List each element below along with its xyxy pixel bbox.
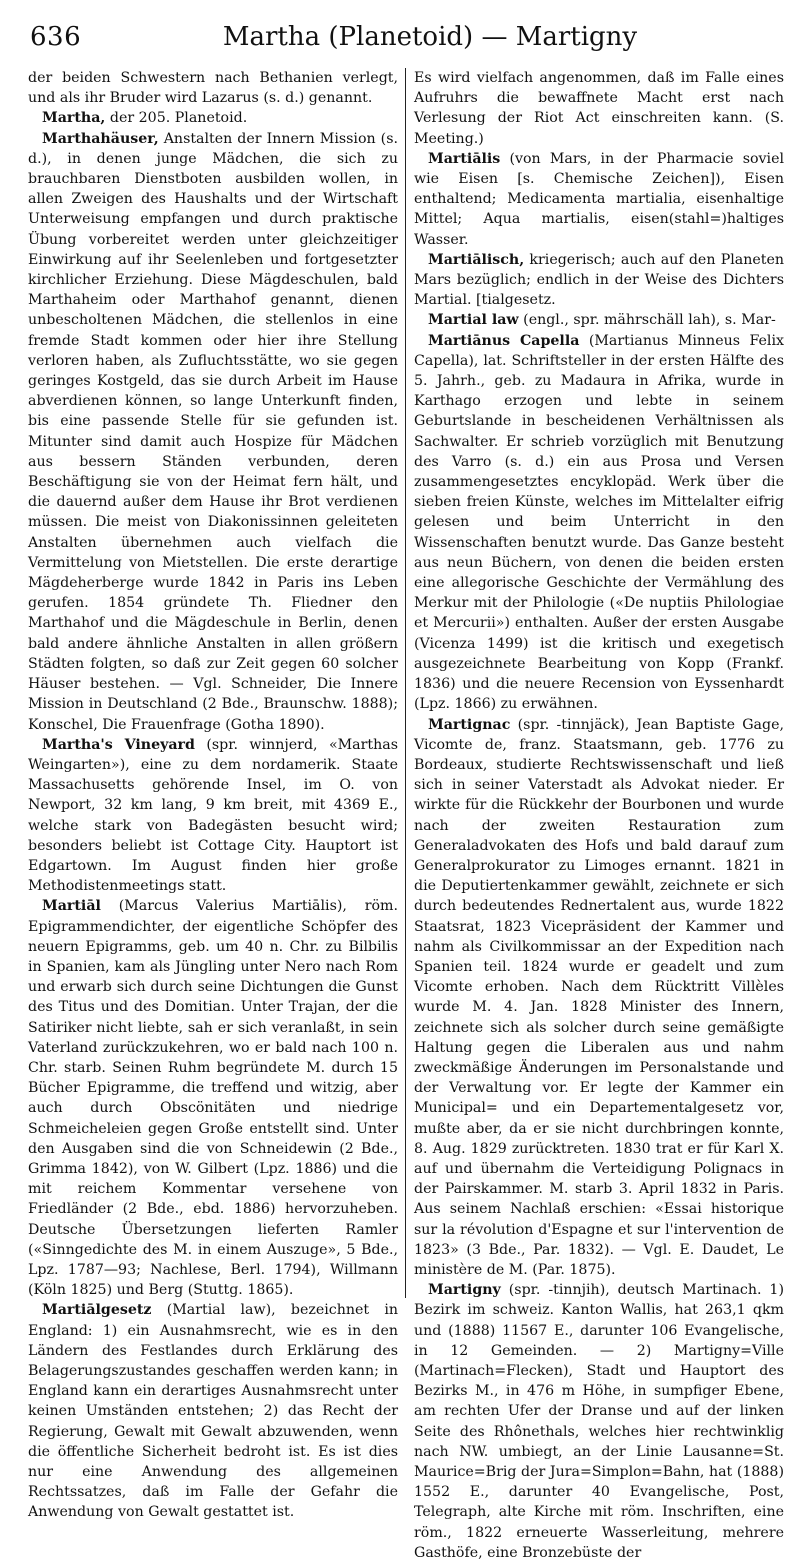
entry-text: (spr. -tinnjih), deutsch Martinach. 1) Bezirk im schweiz. Kanton Wallis, hat 263,1 qkm und (1888) 11567 E., darunter 106 Evangelische, in 12 Gemeinden. — 2) Martigny=Ville (Martinach=Flecken), Stadt und Hauptort des Bezirks M., in 476 m Höhe, in sumpfiger Ebene, am rechten Ufer der Dranse und auf der linken Seite des Rhônethals, welches hier rechtwinklig nach NW. umbiegt, an der Linie Lausanne=St. Maurice=Brig der Jura=Simplon=Bahn, hat (1888) 1552 E., darunter 40 Evangelische, Post, Telegraph, alte Kirche mit röm. Inschriften, eine röm., 1822 erneuerte Wasserleitung, mehrere Gasthöfe, eine Bronzebüste der	[414, 1282, 784, 1561]
entry-headword: Martiālisch,	[428, 251, 525, 268]
entry-text: (von Mars, in der Pharmacie soviel wie Eisen [s. Chemische Zeichen]), Eisen enthaltend; Medicamenta martialia, eisenhaltige Mittel; Aqua martialis, eisen(stahl=)haltiges Wasser.	[414, 150, 785, 248]
entry	[414, 1280, 784, 1563]
entry-headword: Martiānus Capella	[428, 332, 580, 349]
entry-text: Es wird vielfach angenommen, daß im Falle eines Aufruhrs die bewaffnete Macht erst nach Verlesung der Riot Act einschreiten kann. (S. Meeting.)	[414, 70, 784, 147]
entry-headword: Martignac	[428, 716, 511, 733]
entry	[414, 149, 784, 250]
entry-text: (spr. winnjerd, «Marthas Weingarten»), eine zu dem nordamerik. Staate Massachusetts gehörende Insel, im O. von Newport, 32 km lang, 9 km breit, mit 4369 E., welche stark von Badegästen besucht wird; besonders beliebt ist Cottage City. Hauptort ist Edgartown. Im August finden hier große Methodistenmeetings statt.	[28, 736, 398, 895]
entry-text: (spr. -tinnjäck), Jean Baptiste Gage, Vicomte de, franz. Staatsmann, geb. 1776 zu Bordeaux, studierte Rechtswissenschaft und ließ sich in seiner Vaterstadt als Advokat nieder. Er wirkte für die Rückkehr der Bourbonen und wurde nach der zweiten Restauration zum Generaladvokaten des Hofs und bald darauf zum Generalprokurator zu Limoges ernannt. 1821 in die Deputiertenkammer gewählt, zeichnete er sich durch bedeutendes Rednertalent aus, wurde 1822 Staatsrat, 1823 Vicepräsident der Kammer und nahm als Civilkommissar an der Expedition nach Spanien teil. 1824 wurde er geadelt und zum Vicomte erhoben. Nach dem Rücktritt Villèles wurde M. 4. Jan. 1828 Minister des Innern, zeichnete sich als solcher durch seine gemäßigte Haltung gegen die Liberalen aus und nahm zweckmäßige Änderungen im Personalstande und der Verwaltung vor. Er legte der Kammer ein Municipal= und ein Departementalgesetz vor, mußte aber, da er sie nicht durchbringen konnte, 8. Aug. 1829 zurücktreten. 1830 trat er für Karl X. auf und übernahm die Verteidigung Polignacs in der Pairskammer. M. starb 3. April 1832 in Paris. Aus seinem Nachlaß erschien: «Essai historique sur la révolution d'Espagne et sur l'intervention de 1823» (3 Bde., Par. 1832). — Vgl. E. Daudet, Le ministère de M. (Par. 1875).	[414, 716, 785, 1278]
entry	[28, 735, 398, 897]
right-column	[414, 68, 785, 1561]
entry-text: (Martianus Minneus Felix Capella), lat. Schriftsteller in der ersten Hälfte des 5. Jahrh., geb. zu Madaura in Afrika, wurde in Karthago erzogen und lebte in seinem Geburtslande in bescheidenen Verhältnissen als Sachwalter. Er schrieb vorzüglich mit Benutzung des Varro (s. d.) ein aus Prosa und Versen zusammengesetztes encyklopäd. Werk über die sieben freien Künste, welches im Mittelalter eifrig gelesen und beim Unterricht in den Wissenschaften benutzt wurde. Das Ganze besteht aus neun Büchern, von denen die beiden ersten eine allegorische Geschichte der Vermählung des Merkur mit der Philologie («De nuptiis Philologiae et Mercurii») enthalten. Außer der ersten Ausgabe (Vicenza 1499) ist die kritisch und exegetisch ausgezeichnete Bearbeitung von Kopp (Frankf. 1836) und die neuere Recension von Eyssenhardt (Lpz. 1866) zu erwähnen.	[414, 332, 784, 713]
entry-text: (Marcus Valerius Martiālis), röm. Epigrammendichter, der eigentliche Schöpfer des neuern Epigramms, geb. um 40 n. Chr. zu Bilbilis in Spanien, kam als Jüngling unter Nero nach Rom und erwarb sich durch seine Dichtungen die Gunst des Titus und des Domitian. Unter Trajan, der die Satiriker nicht liebte, sah er sich veranlaßt, in sein Vaterland zurückzukehren, wo er bald nach 100 n. Chr. starb. Seinen Ruhm begründete M. durch 15 Bücher Epigramme, die treffend und witzig, aber auch durch Obscönitäten und niedrige Schmeicheleien gegen Große entstellt sind. Unter den Ausgaben sind die von Schneidewin (2 Bde., Grimma 1842), von W. Gilbert (Lpz. 1886) und die mit reichem Kommentar versehene von Friedländer (2 Bde., ebd. 1886) hervorzuheben. Deutsche Übersetzungen lieferten Ramler («Sinngedichte des M. in einem Auszuge», 5 Bde., Lpz. 1787—93; Nachlese, Berl. 1794), Willmann (Köln 1825) und Berg (Stuttg. 1865).	[28, 898, 399, 1299]
entry-headword: Martiāl	[42, 898, 101, 915]
entry-headword: Martha,	[42, 110, 106, 127]
entry	[28, 129, 398, 735]
entry	[414, 68, 784, 149]
entry-text: der beiden Schwestern nach Bethanien verlegt, und als ihr Bruder wird Lazarus (s. d.) genannt.	[28, 70, 398, 107]
entry	[28, 1300, 398, 1522]
entry	[414, 250, 784, 311]
entry-headword: Martiālis	[428, 150, 501, 167]
entry-headword: Martigny	[428, 1282, 501, 1299]
entry	[28, 108, 398, 128]
entry	[414, 715, 784, 1281]
page-number: 636	[30, 22, 82, 52]
page-title: Martha (Planetoid) — Martigny	[222, 22, 638, 52]
entry-headword: Marthahäuser,	[42, 130, 159, 147]
entry-text: der 205. Planetoid.	[109, 110, 248, 127]
entry-text: kriegerisch; auch auf den Planeten Mars bezüglich; endlich in der Weise des Dichters Martial. [tialgesetz.	[414, 251, 785, 309]
page-header	[30, 22, 790, 62]
entry	[28, 68, 398, 108]
entry	[414, 331, 784, 715]
entry-text: (Martial law), bezeichnet in England: 1) ein Ausnahmsrecht, wie es in den Ländern des Festlandes durch Erklärung des Belagerungszustandes geschaffen werden kann; in England kann ein derartiges Ausnahmsrecht unter keinen Umständen entstehen; 2) das Recht der Regierung, Gewalt mit Gewalt abzuwenden, wenn die öffentliche Sicherheit bedroht ist. Es ist dies nur eine Anwendung des allgemeinen Rechtssatzes, daß im Falle der Gefahr die Anwendung von Gewalt gestattet ist.	[28, 1302, 398, 1521]
entry-text: (engl., spr. mährschäll lah), s. Mar-	[523, 312, 776, 329]
column-divider	[405, 68, 406, 1298]
entry-headword: Martiālgesetz	[42, 1302, 152, 1319]
entry-headword: Martial law	[428, 312, 519, 329]
entry	[28, 896, 398, 1300]
entry	[414, 310, 784, 330]
entry-text: Anstalten der Innern Mission (s. d.), in denen junge Mädchen, die sich zu brauchbaren Dienstboten ausbilden wollen, in allen Zweigen des Haushalts und der Wirtschaft Unterweisung empfangen und durch praktische Übung vorbereitet werden unter gleichzeitiger Einwirkung auf ihr Seelenleben und fortgesetzter kirchlicher Erziehung. Diese Mägdeschulen, bald Marthaheim oder Marthahof genannt, dienen unbescholtenen Mädchen, die stellenlos in eine fremde Stadt kommen oder hier ihre Stellung verloren haben, als Zufluchtsstätte, wo sie gegen geringes Kostgeld, das sie durch Arbeit im Hause abverdienen können, so lange Unterkunft finden, bis eine passende Stelle für sie gefunden ist. Mitunter sind damit auch Hospize für Mädchen aus bessern Ständen verbunden, deren Beschäftigung sie von der Heimat fern hält, und die dauernd außer dem Hause ihr Brot verdienen müssen. Die meist von Diakonissinnen geleiteten Anstalten übernehmen auch vielfach die Vermittelung von Mietstellen. Die erste derartige Mägdeherberge wurde 1842 in Paris ins Leben gerufen. 1854 gründete Th. Fliedner den Marthahof und die Mägdeschule in Berlin, denen bald andere ähnliche Anstalten in allen größern Städten folgten, so daß zur Zeit gegen 60 solcher Häuser bestehen. — Vgl. Schneider, Die Innere Mission in Deutschland (2 Bde., Braunschw. 1888); Konschel, Die Frauenfrage (Gotha 1890).	[28, 130, 398, 733]
left-column	[28, 68, 399, 1521]
entry-headword: Martha's Vineyard	[42, 736, 195, 753]
